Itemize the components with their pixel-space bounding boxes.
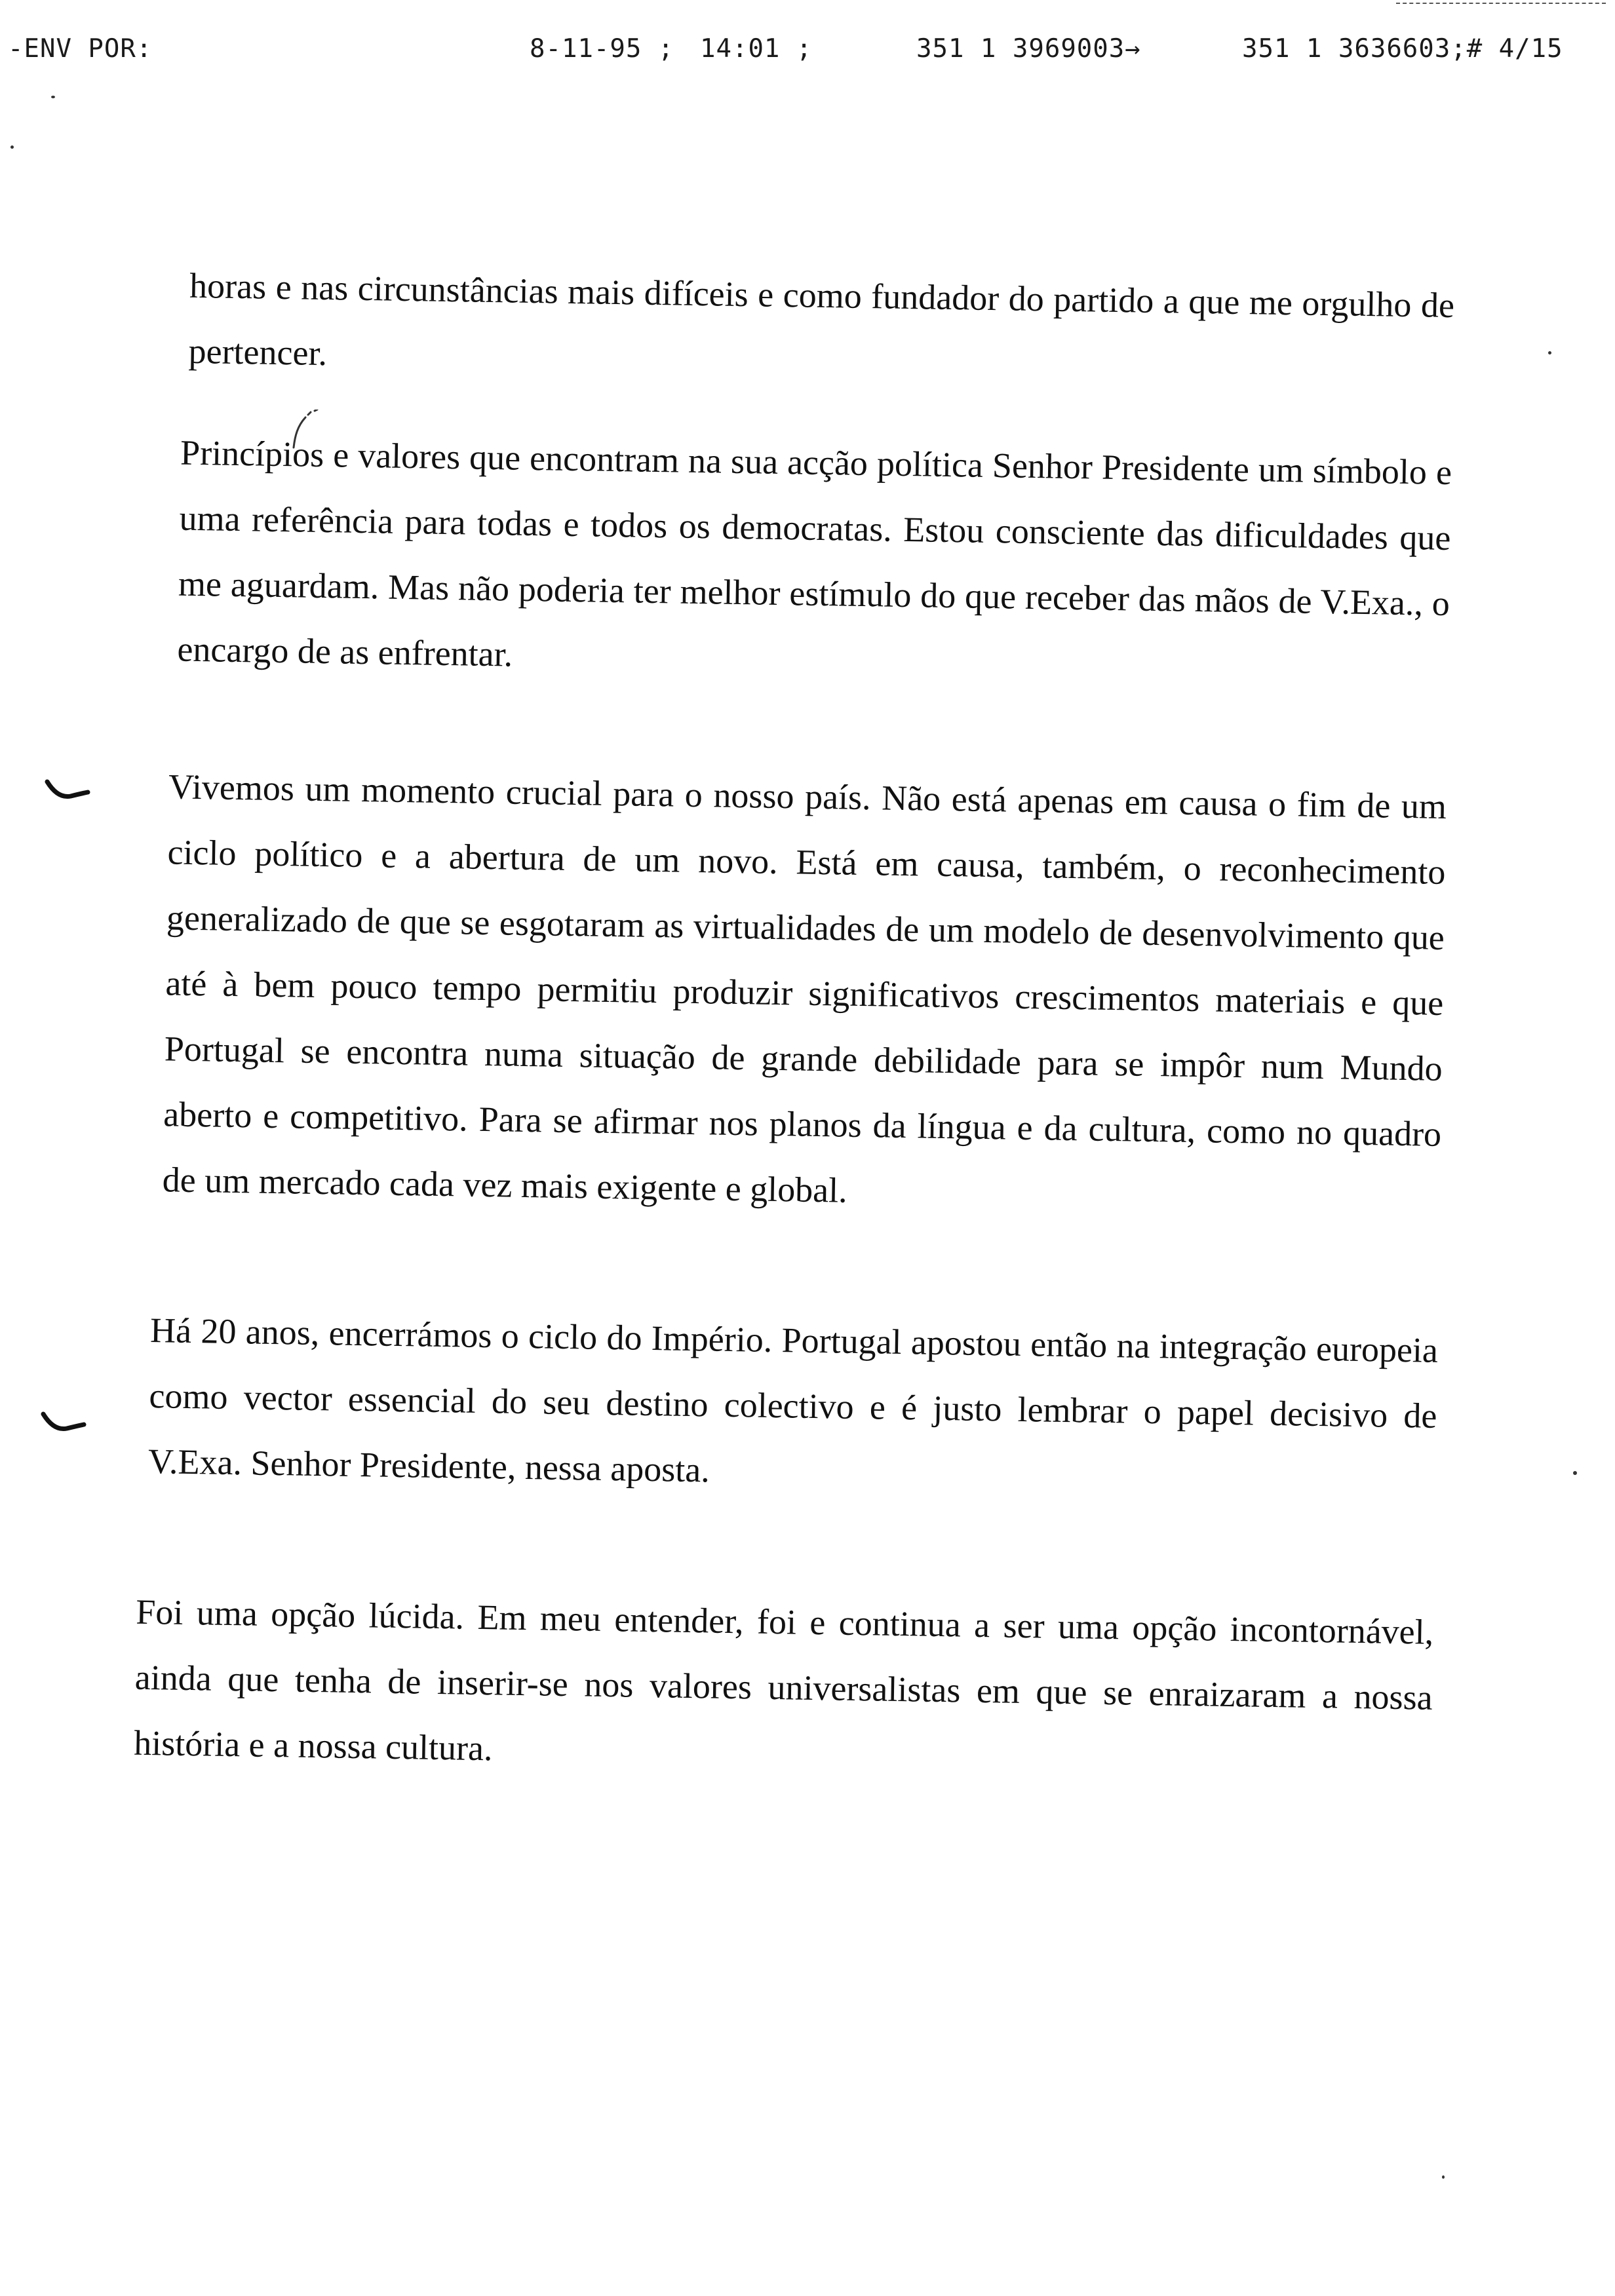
scan-speck (51, 96, 55, 98)
paragraph: horas e nas circunstâncias mais difíceis e como fundador do partido a que me orgulho de pertencer. (188, 265, 1455, 373)
fax-sender-id: -ENV POR: (8, 34, 153, 64)
scan-edge-rule (1396, 3, 1606, 5)
fax-to-number-page: 351 1 3636603;# 4/15 (1242, 34, 1563, 64)
scan-speck (10, 145, 14, 149)
paragraph: Vivemos um momento crucial para o nosso país. Não está apenas em causa o fim de um ciclo político e a abertura de um novo. Está em causa, também, o reconhecimento generalizado de que se esgotaram as virtualidades de um modelo de desenvolvimento que até à bem pouco tempo permitiu produzir significativos crescimentos materiais e que Portugal se encontra numa situação de grande debilidade para se impôr num Mundo aberto e competitivo. Para se afirmar nos planos da língua e da cultura, como no quadro de um mercado cada vez mais exigente e global. (162, 767, 1447, 1210)
punch-hole-mark-icon (41, 1409, 87, 1435)
punch-hole-mark-icon (45, 776, 90, 803)
fax-transmission-header (0, 34, 1615, 73)
letter-body (132, 252, 1455, 1862)
fax-from-number: 351 1 3969003→ (916, 34, 1141, 64)
paragraph: Foi uma opção lúcida. Em meu entender, foi e continua a ser uma opção incontornável, ainda que tenha de inserir-se nos valores universalistas em que se enraizaram a nossa história e a nossa cultura. (133, 1592, 1434, 1769)
paragraph: Há 20 anos, encerrámos o ciclo do Império. Portugal apostou então na integração europeia como vector essencial do seu destino colectivo e é justo lembrar o papel decisivo de V.Exa. Senhor Presidente, nessa aposta. (147, 1311, 1439, 1490)
fax-date: 8-11-95 ; (530, 34, 674, 64)
scan-speck (1573, 1471, 1577, 1475)
scan-speck (1548, 351, 1551, 354)
fax-time: 14:01 ; (700, 34, 813, 64)
scan-speck (1442, 2175, 1445, 2179)
paragraph: Princípios e valores que encontram na sua acção política Senhor Presidente um símbolo e uma referência para todas e todos os democratas. Estou consciente das dificuldades que me aguardam. Mas não poderia ter melhor estímulo do que receber das mãos de V.Exa., o encargo de as enfrentar. (177, 432, 1452, 674)
